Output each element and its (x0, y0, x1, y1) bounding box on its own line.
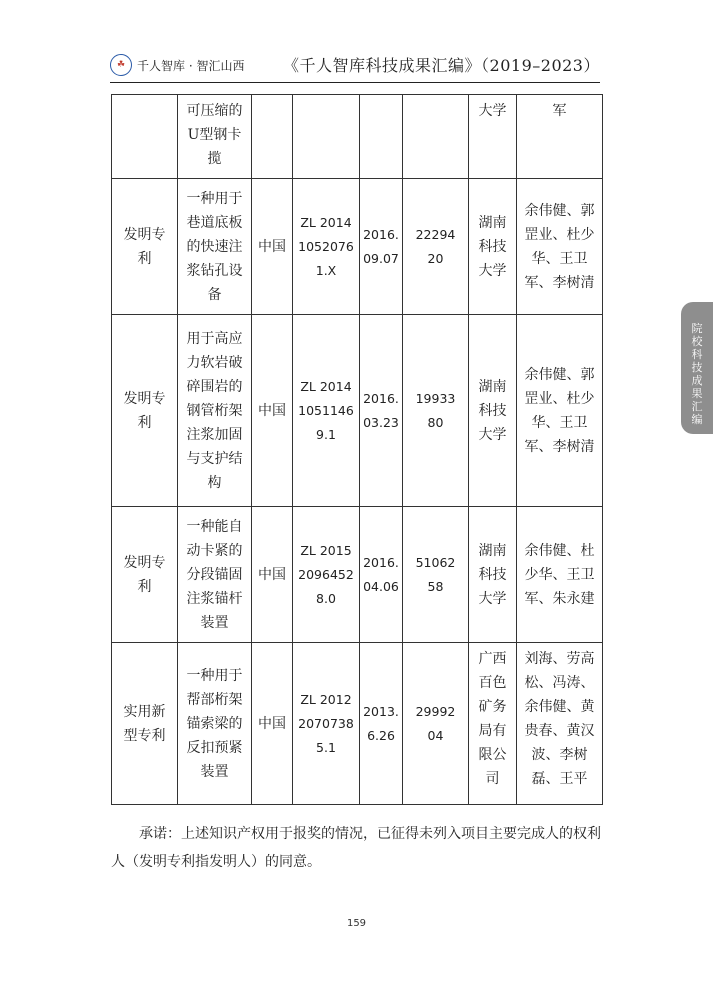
patent-holder-text: 广西百色矿务局有限公司 (478, 651, 507, 787)
patent-number-cell (293, 507, 360, 643)
certificate-number-text: 1993380 (415, 390, 456, 430)
country-text: 中国 (258, 566, 286, 583)
patent-type-text: 发明专利 (123, 226, 166, 267)
patent-name-cell (178, 315, 252, 507)
grant-date-cell (360, 179, 403, 315)
brand-logo-icon: ☘ (110, 54, 132, 76)
consent-statement: 承诺：上述知识产权用于报奖的情况，已征得未列入项目主要完成人的权利人（发明专利指发明人）的同意。 (111, 826, 601, 870)
patent-holder-cell (469, 179, 517, 315)
grant-date-cell (360, 643, 403, 805)
inventors-cell (517, 95, 603, 179)
grant-date-cell (360, 95, 403, 179)
book-title: 《千人智库科技成果汇编》（2019–2023） (283, 56, 600, 75)
patent-holder-cell (469, 95, 517, 179)
patent-type-cell (112, 507, 178, 643)
patent-number-cell (293, 643, 360, 805)
patent-type-text: 实用新型专利 (123, 703, 166, 744)
patent-holder-text: 湖南科技大学 (478, 214, 507, 279)
inventors-cell (517, 643, 603, 805)
inventors-cell (517, 315, 603, 507)
patent-number-text: ZL 2014 10511469.1 (298, 378, 354, 442)
country-cell (252, 507, 293, 643)
patent-holder-cell (469, 643, 517, 805)
patent-type-text: 发明专利 (123, 390, 166, 431)
patent-name-cell (178, 95, 252, 179)
patent-type-text: 发明专利 (123, 554, 166, 595)
patent-table (111, 94, 603, 805)
patent-holder-text: 大学 (478, 103, 507, 119)
grant-date-text: 2016.03.23 (363, 390, 399, 430)
patent-holder-cell (469, 315, 517, 507)
grant-date-text: 2016.09.07 (363, 226, 399, 266)
country-text: 中国 (258, 402, 286, 419)
patent-holder-cell (469, 507, 517, 643)
side-tab-label: 院校科技成果汇编 (691, 322, 703, 426)
country-cell (252, 179, 293, 315)
patent-holder-text: 湖南科技大学 (478, 378, 507, 443)
patent-name-text: 一种用于帮部桁架锚索梁的反扣预紧装置 (186, 667, 243, 780)
certificate-number-cell (403, 643, 469, 805)
patent-number-cell (293, 315, 360, 507)
grant-date-text: 2016.04.06 (363, 554, 399, 594)
patent-type-cell (112, 315, 178, 507)
country-cell (252, 643, 293, 805)
patent-number-cell (293, 95, 360, 179)
grant-date-cell (360, 507, 403, 643)
patent-table-body (112, 95, 603, 805)
table-row (112, 507, 603, 643)
certificate-number-cell (403, 507, 469, 643)
patent-name-text: 用于高应力软岩破碎围岩的钢管桁架注浆加固与支护结构 (186, 330, 243, 491)
patent-number-text: ZL 2012 20707385.1 (298, 691, 354, 755)
country-cell (252, 95, 293, 179)
patent-name-text: 可压缩的U型钢卡揽 (186, 103, 243, 167)
inventors-text: 余伟健、郭罡业、杜少华、王卫军、李树清 (524, 366, 595, 455)
country-text: 中国 (258, 715, 286, 732)
inventors-cell (517, 179, 603, 315)
patent-name-text: 一种用于巷道底板的快速注浆钻孔设备 (186, 190, 243, 303)
table-row (112, 315, 603, 507)
inventors-cell (517, 507, 603, 643)
inventors-text: 余伟健、郭罡业、杜少华、王卫军、李树清 (524, 202, 595, 291)
patent-name-cell (178, 507, 252, 643)
inventors-text: 军 (552, 103, 567, 119)
grant-date-cell (360, 315, 403, 507)
patent-number-cell (293, 179, 360, 315)
table-row (112, 95, 603, 179)
patent-type-cell (112, 643, 178, 805)
patent-holder-text: 湖南科技大学 (478, 542, 507, 607)
certificate-number-cell (403, 179, 469, 315)
country-cell (252, 315, 293, 507)
brand-name: 千人智库 · 智汇山西 (137, 59, 245, 73)
certificate-number-cell (403, 315, 469, 507)
inventors-text: 余伟健、杜少华、王卫军、朱永建 (524, 542, 595, 607)
table-row (112, 643, 603, 805)
section-side-tab (681, 302, 713, 434)
grant-date-text: 2013.6.26 (363, 703, 399, 743)
inventors-text: 刘海、劳高松、冯涛、余伟健、黄贵春、黄汉波、李树磊、王平 (524, 651, 595, 787)
patent-number-text: ZL 2015 20964528.0 (298, 542, 354, 606)
patent-type-cell (112, 95, 178, 179)
certificate-number-text: 2229420 (415, 226, 456, 266)
page-header (110, 48, 600, 83)
table-row (112, 179, 603, 315)
certificate-number-cell (403, 95, 469, 179)
patent-name-cell (178, 643, 252, 805)
patent-name-text: 一种能自动卡紧的分段锚固注浆锚杆装置 (186, 518, 243, 631)
country-text: 中国 (258, 238, 286, 255)
patent-number-text: ZL 2014 10520761.X (298, 214, 354, 278)
certificate-number-text: 2999204 (415, 703, 456, 743)
patent-name-cell (178, 179, 252, 315)
patent-type-cell (112, 179, 178, 315)
certificate-number-text: 5106258 (415, 554, 456, 594)
page-number: 159 (346, 918, 367, 929)
